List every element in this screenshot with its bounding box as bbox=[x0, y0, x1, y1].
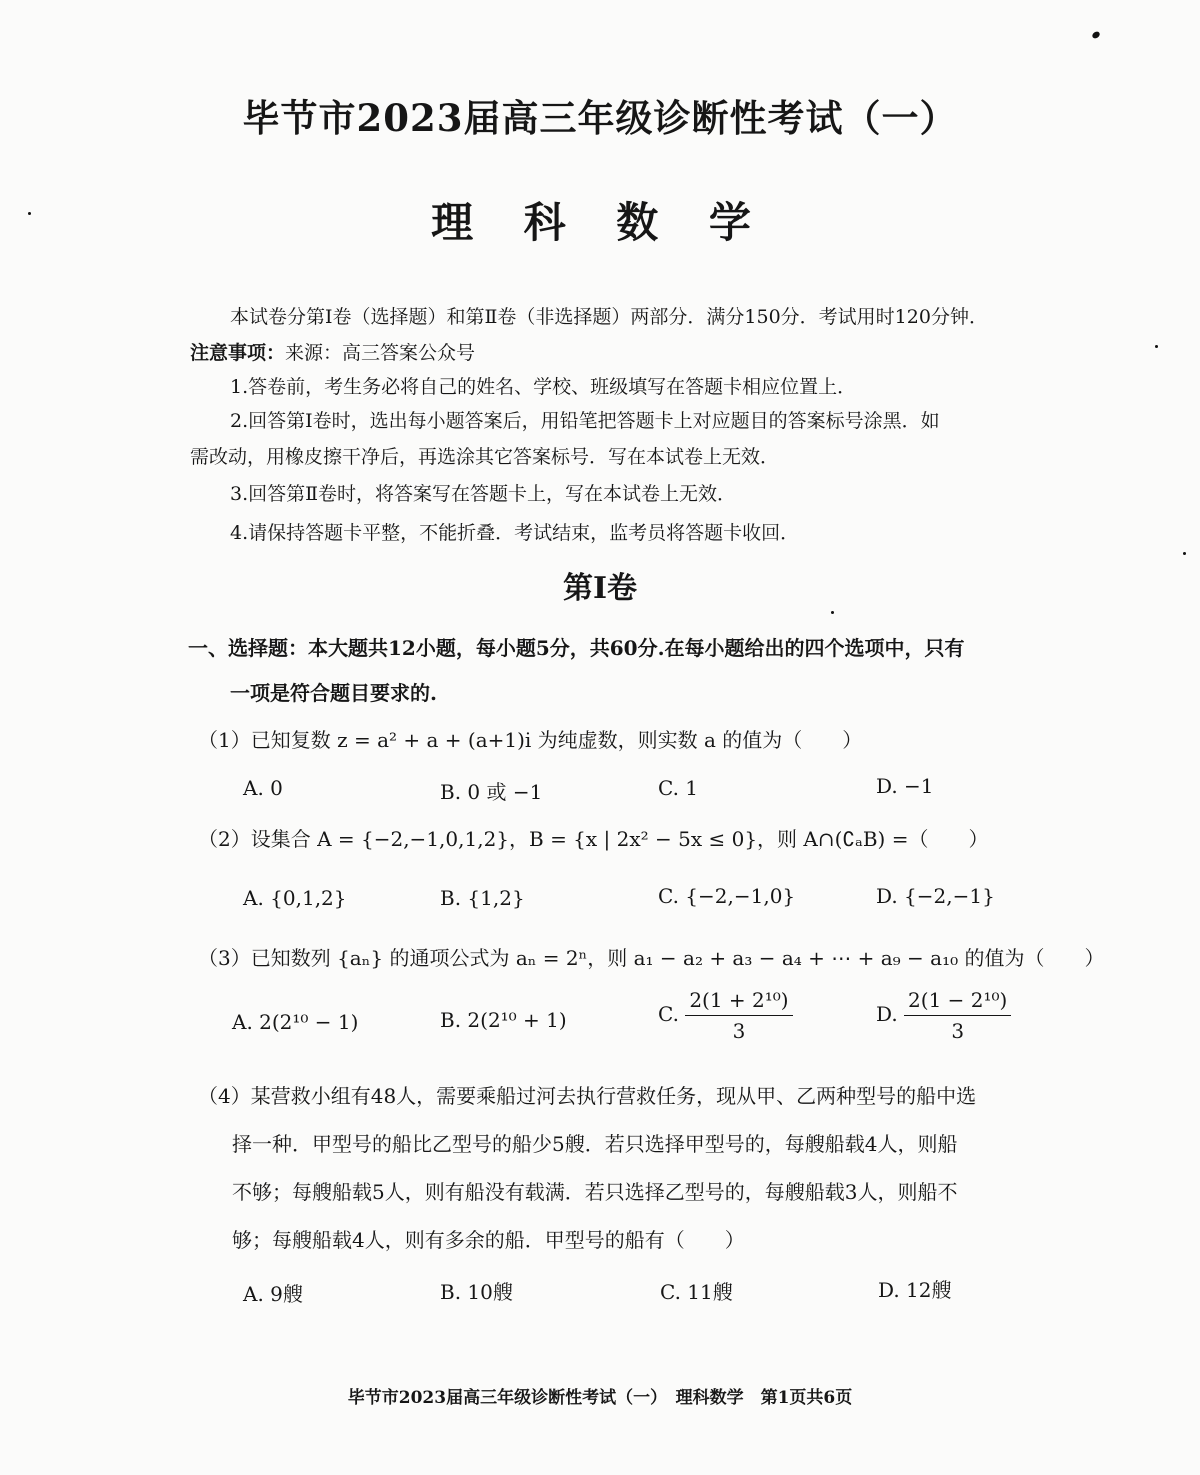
subject-title: 理 科 数 学 bbox=[431, 198, 769, 247]
page-footer: 毕节市2023届高三年级诊断性考试（一） 理科数学 第1页共6页 bbox=[347, 1388, 853, 1408]
notice-rule-1: 1.答卷前，考生务必将自己的姓名、学校、班级填写在答题卡相应位置上． bbox=[230, 376, 857, 398]
question-3-option-a: A. 2(2¹⁰ − 1) bbox=[232, 1010, 359, 1034]
question-1-option-c: C. 1 bbox=[658, 776, 699, 800]
question-2-option-b: B. {1,2} bbox=[440, 886, 525, 910]
question-3-option-c bbox=[658, 988, 793, 1043]
question-2-option-c: C. {−2,−1,0} bbox=[658, 884, 796, 908]
question-3-option-b: B. 2(2¹⁰ + 1) bbox=[440, 1008, 567, 1032]
question-4-option-a: A. 9艘 bbox=[243, 1282, 303, 1306]
question-2-stem: （2）设集合 A = {−2,−1,0,1,2}，B = {x | 2x² − 5x ≤ 0}，则 A∩(∁ₐB) =（ ） bbox=[198, 827, 989, 851]
question-3-stem: （3）已知数列 {aₙ} 的通项公式为 aₙ = 2ⁿ，则 a₁ − a₂ + a₃ − a₄ + ⋯ + a₉ − a₁₀ 的值为（ ） bbox=[198, 946, 1105, 970]
question-4-option-b: B. 10艘 bbox=[440, 1280, 513, 1304]
question-1-stem: （1）已知复数 z = a² + a + (a+1)i 为纯虚数，则实数 a 的值为（ ） bbox=[198, 728, 863, 752]
question-3-option-c-label: C. bbox=[658, 1002, 679, 1026]
notice-label: 注意事项： bbox=[190, 342, 286, 364]
exam-title: 毕节市2023届高三年级诊断性考试（一） bbox=[242, 96, 958, 140]
scan-speck bbox=[1183, 552, 1186, 555]
notice-rule-2a: 2.回答第Ⅰ卷时，选出每小题答案后，用铅笔把答题卡上对应题目的答案标号涂黑．如 bbox=[230, 410, 940, 432]
question-1-option-a: A. 0 bbox=[243, 776, 283, 800]
question-4-option-c: C. 11艘 bbox=[660, 1280, 733, 1304]
section-title: 第Ⅰ卷 bbox=[562, 571, 638, 606]
notice-rule-2b: 需改动，用橡皮擦干净后，再选涂其它答案标号．写在本试卷上无效． bbox=[190, 446, 780, 468]
question-4-option-d: D. 12艘 bbox=[878, 1278, 952, 1302]
notice-rule-3: 3.回答第Ⅱ卷时，将答案写在答题卡上，写在本试卷上无效． bbox=[230, 483, 737, 505]
question-4-line-3: 不够；每艘船载5人，则有船没有载满．若只选择乙型号的，每艘船载3人，则船不 bbox=[232, 1180, 958, 1204]
section-instructions-2: 一项是符合题目要求的. bbox=[230, 681, 437, 705]
question-3-option-c-fraction bbox=[685, 988, 792, 1043]
notice-rule-4: 4.请保持答题卡平整，不能折叠．考试结束，监考员将答题卡收回． bbox=[230, 522, 800, 544]
question-4-line-4: 够；每艘船载4人，则有多余的船．甲型号的船有（ ） bbox=[232, 1228, 745, 1252]
scan-speck bbox=[1091, 30, 1101, 40]
intro-line: 本试卷分第Ⅰ卷（选择题）和第Ⅱ卷（非选择题）两部分．满分150分．考试用时120分钟． bbox=[230, 306, 988, 328]
question-3-option-d-fraction bbox=[904, 988, 1011, 1043]
fraction-numerator: 2(1 − 2¹⁰) bbox=[904, 988, 1011, 1016]
question-1-option-d: D. −1 bbox=[876, 774, 934, 798]
notice-block bbox=[190, 338, 475, 365]
question-4-line-2: 择一种．甲型号的船比乙型号的船少5艘．若只选择甲型号的，每艘船载4人，则船 bbox=[232, 1132, 958, 1156]
scan-speck bbox=[831, 611, 834, 614]
fraction-denominator: 3 bbox=[951, 1019, 965, 1043]
question-1-option-b: B. 0 或 −1 bbox=[440, 780, 543, 804]
fraction-denominator: 3 bbox=[732, 1019, 746, 1043]
question-3-option-d bbox=[876, 988, 1011, 1043]
question-4-line-1: （4）某营救小组有48人，需要乘船过河去执行营救任务，现从甲、乙两种型号的船中选 bbox=[198, 1084, 977, 1108]
notice-source: 来源：高三答案公众号 bbox=[285, 342, 476, 364]
scan-speck bbox=[1155, 345, 1158, 348]
fraction-numerator: 2(1 + 2¹⁰) bbox=[685, 988, 792, 1016]
question-3-option-d-label: D. bbox=[876, 1002, 898, 1026]
question-2-option-d: D. {−2,−1} bbox=[876, 884, 995, 908]
section-instructions-1: 一、选择题：本大题共12小题，每小题5分，共60分.在每小题给出的四个选项中，只有 bbox=[188, 636, 965, 660]
question-2-option-a: A. {0,1,2} bbox=[243, 886, 347, 910]
